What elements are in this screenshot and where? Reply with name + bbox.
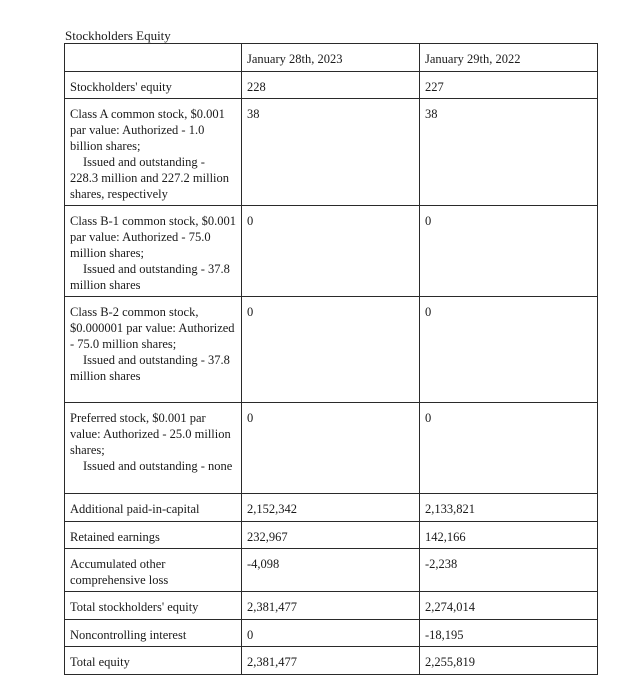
value-2023: 232,967 bbox=[242, 522, 420, 549]
row-label bbox=[65, 297, 242, 403]
row-label-main: Noncontrolling interest bbox=[70, 628, 187, 642]
value-2022: 2,255,819 bbox=[420, 647, 598, 675]
row-label bbox=[65, 403, 242, 494]
row-label-sub: Issued and outstanding - none bbox=[83, 459, 233, 473]
row-label-main: Class B-1 common stock, $0.001 par value: Authorized - 75.0 million shares; bbox=[70, 214, 236, 260]
value-2023: 228 bbox=[242, 72, 420, 99]
row-label-main: Total equity bbox=[70, 655, 130, 669]
table-row bbox=[65, 72, 598, 99]
row-label bbox=[65, 592, 242, 620]
value-2023: 0 bbox=[242, 297, 420, 403]
value-2022: 142,166 bbox=[420, 522, 598, 549]
row-label-main: Stockholders' equity bbox=[70, 80, 172, 94]
row-label-sub: Issued and outstanding - 228.3 million and 227.2 million shares, respectively bbox=[70, 155, 230, 201]
table-row bbox=[65, 494, 598, 522]
value-2023: 0 bbox=[242, 620, 420, 647]
row-label-main: Accumulated other comprehensive loss bbox=[70, 557, 169, 587]
row-label-main: Additional paid-in-capital bbox=[70, 502, 200, 516]
row-label-main: Preferred stock, $0.001 par value: Authorized - 25.0 million shares; bbox=[70, 411, 231, 457]
row-label bbox=[65, 620, 242, 647]
table-row bbox=[65, 403, 598, 494]
header-2023: January 28th, 2023 bbox=[242, 44, 420, 72]
value-2022: 38 bbox=[420, 99, 598, 206]
value-2023: 2,381,477 bbox=[242, 592, 420, 620]
table-header-row bbox=[65, 44, 598, 72]
table-row bbox=[65, 620, 598, 647]
row-label bbox=[65, 206, 242, 297]
value-2023: -4,098 bbox=[242, 549, 420, 592]
row-label bbox=[65, 647, 242, 675]
header-2022: January 29th, 2022 bbox=[420, 44, 598, 72]
table-row bbox=[65, 297, 598, 403]
row-label bbox=[65, 522, 242, 549]
table-row bbox=[65, 549, 598, 592]
value-2023: 0 bbox=[242, 206, 420, 297]
row-label-main: Total stockholders' equity bbox=[70, 600, 199, 614]
header-label-cell bbox=[65, 44, 242, 72]
row-label bbox=[65, 549, 242, 592]
row-label bbox=[65, 99, 242, 206]
value-2022: 0 bbox=[420, 403, 598, 494]
value-2022: 2,133,821 bbox=[420, 494, 598, 522]
stockholders-equity-table bbox=[64, 43, 598, 675]
value-2022: 0 bbox=[420, 206, 598, 297]
table-row bbox=[65, 206, 598, 297]
value-2022: -18,195 bbox=[420, 620, 598, 647]
row-label-main: Class A common stock, $0.001 par value: Authorized - 1.0 billion shares; bbox=[70, 107, 225, 153]
row-label bbox=[65, 494, 242, 522]
table-row bbox=[65, 647, 598, 675]
value-2022: 0 bbox=[420, 297, 598, 403]
row-label bbox=[65, 72, 242, 99]
row-label-sub: Issued and outstanding - 37.8 million shares bbox=[70, 353, 230, 383]
table-row bbox=[65, 592, 598, 620]
value-2023: 2,381,477 bbox=[242, 647, 420, 675]
value-2023: 38 bbox=[242, 99, 420, 206]
value-2022: 2,274,014 bbox=[420, 592, 598, 620]
value-2023: 2,152,342 bbox=[242, 494, 420, 522]
row-label-main: Class B-2 common stock, $0.000001 par value: Authorized - 75.0 million shares; bbox=[70, 305, 235, 351]
table-row bbox=[65, 522, 598, 549]
value-2022: 227 bbox=[420, 72, 598, 99]
value-2023: 0 bbox=[242, 403, 420, 494]
row-label-sub: Issued and outstanding - 37.8 million shares bbox=[70, 262, 230, 292]
row-label-main: Retained earnings bbox=[70, 530, 160, 544]
table-row bbox=[65, 99, 598, 206]
value-2022: -2,238 bbox=[420, 549, 598, 592]
document-title: Stockholders Equity bbox=[65, 28, 171, 43]
